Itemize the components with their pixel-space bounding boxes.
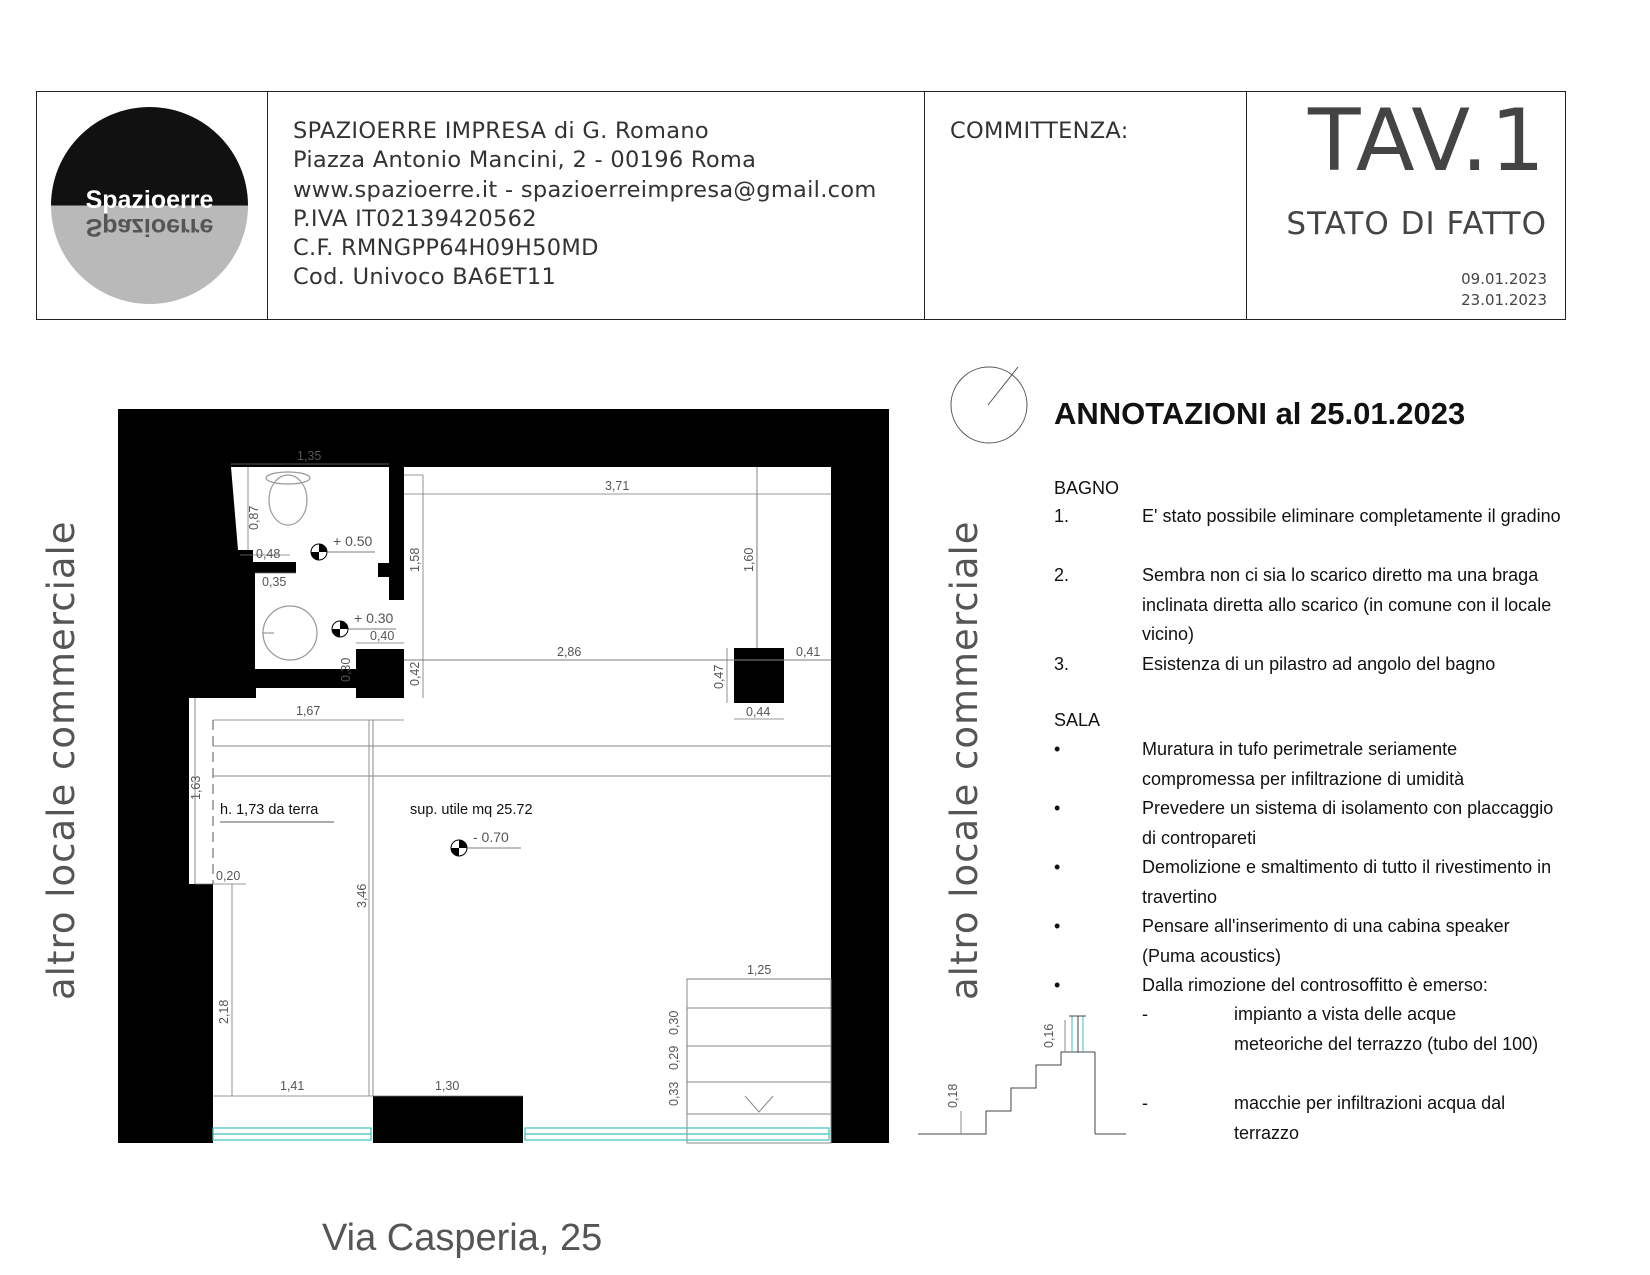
dimension-label: 1,25	[747, 963, 772, 977]
height-note: h. 1,73 da terra	[220, 802, 319, 818]
sheet-date: 09.01.2023	[1461, 270, 1547, 288]
dimension-label: 0,42	[408, 661, 422, 686]
dimension-label: 0,33	[667, 1081, 681, 1106]
list-marker: •	[1054, 798, 1061, 818]
dimension-label: 0,40	[370, 629, 395, 643]
list-text: Esistenza di un pilastro ad angolo del bagno	[1142, 654, 1496, 674]
sub-list-marker: -	[1142, 1093, 1148, 1113]
side-label-left: altro locale commerciale	[40, 520, 83, 1000]
area-note: sup. utile mq 25.72	[410, 802, 533, 818]
dimension-label: 1,35	[297, 449, 322, 463]
annotations-title: ANNOTAZIONI al 25.01.2023	[1054, 396, 1466, 431]
dimension-lines	[195, 464, 831, 1114]
section-heading-bagno: BAGNO	[1054, 478, 1120, 498]
interior-lines	[195, 467, 831, 1096]
dimension-label: 0,29	[667, 1045, 681, 1070]
column	[734, 648, 784, 703]
dimension-label: 0,41	[796, 645, 821, 659]
bath-door-stub	[378, 563, 392, 577]
dimension-label: 0,47	[712, 664, 726, 689]
sub-list-text: impianto a vista delle acque meteoriche del terrazzo (tubo del 100)	[1234, 1004, 1539, 1054]
logo-reflection: Spazioerre	[85, 213, 214, 241]
annotations-panel	[1054, 396, 1574, 1143]
stair-section-detail	[918, 1016, 1126, 1134]
list-text: Dalla rimozione del controsoffitto è emerso:	[1142, 975, 1488, 995]
company-address: Piazza Antonio Mancini, 2 - 00196 Roma	[293, 147, 757, 173]
dimension-label: 0,30	[339, 657, 353, 682]
company-name: SPAZIOERRE IMPRESA di G. Romano	[293, 118, 709, 144]
level-label: + 0.30	[354, 610, 394, 626]
list-marker: 1.	[1054, 506, 1070, 526]
dimension-label: 2,18	[217, 999, 231, 1024]
dimension-label: 1,67	[296, 704, 321, 718]
dimension-label: 0,16	[1042, 1023, 1056, 1048]
dimension-label: 2,86	[557, 645, 582, 659]
dimension-label: 1,41	[280, 1079, 305, 1093]
list-marker: 3.	[1054, 654, 1070, 674]
list-text: Muratura in tufo perimetrale seriamente compromessa per infiltrazione di umidità	[1142, 739, 1465, 789]
company-tax-code: C.F. RMNGPP64H09H50MD	[293, 235, 599, 261]
list-marker: •	[1054, 857, 1061, 877]
dimension-label: 0,18	[946, 1083, 960, 1108]
north-arrow-icon	[951, 367, 1027, 443]
company-vat: P.IVA IT02139420562	[293, 206, 537, 232]
dimension-label: 0,35	[262, 575, 287, 589]
dimension-label: 0,87	[247, 505, 261, 530]
list-text: Demolizione e smaltimento di tutto il rivestimento in travertino	[1142, 857, 1552, 907]
company-unique-code: Cod. Univoco BA6ET11	[293, 264, 557, 290]
dimension-label: 0,20	[216, 869, 241, 883]
bath-partition	[389, 467, 404, 600]
company-web-email: www.spazioerre.it - spazioerreimpresa@gmail.com	[293, 177, 877, 203]
list-text: Pensare all'inserimento di una cabina speaker (Puma acoustics)	[1142, 916, 1510, 966]
sheet-date: 23.01.2023	[1461, 291, 1547, 309]
side-label-right: altro locale commerciale	[943, 520, 986, 1000]
sub-list-text: macchie per infiltrazioni acqua dal terrazzo	[1234, 1093, 1506, 1143]
dimension-labels	[189, 449, 820, 1106]
level-label: - 0.70	[473, 829, 509, 845]
dimension-label: 3,71	[605, 479, 630, 493]
dimension-label: 0,30	[667, 1010, 681, 1035]
sub-list-marker: -	[1142, 1004, 1148, 1024]
list-marker: •	[1054, 739, 1061, 759]
level-label: + 0.50	[333, 533, 373, 549]
logo-text: Spazioerre	[85, 186, 214, 214]
dimension-label: 1,63	[189, 775, 203, 800]
list-marker: 2.	[1054, 565, 1070, 585]
bath-pillar	[356, 649, 404, 698]
list-text: Prevedere un sistema di isolamento con placcaggio di contropareti	[1142, 798, 1554, 848]
list-marker: •	[1054, 916, 1061, 936]
dimension-label: 1,60	[742, 547, 756, 572]
client-label: COMMITTENZA:	[950, 118, 1129, 144]
section-heading-sala: SALA	[1054, 710, 1101, 730]
dimension-label: 3,46	[355, 883, 369, 908]
list-text: E' stato possibile eliminare completamente il gradino	[1142, 506, 1561, 526]
sheet-number: TAV.1	[1308, 91, 1547, 191]
list-marker: •	[1054, 975, 1061, 995]
dimension-label: 0,44	[746, 705, 771, 719]
sheet-subtitle: STATO DI FATTO	[1286, 206, 1547, 242]
stairs	[687, 979, 831, 1143]
dimension-label: 1,58	[408, 547, 422, 572]
street-address: Via Casperia, 25	[322, 1217, 603, 1259]
dimension-label: 0,48	[256, 547, 281, 561]
dimension-label: 1,30	[435, 1079, 460, 1093]
list-text: Sembra non ci sia lo scarico diretto ma una braga inclinata diretta allo scarico (in comune con il locale vicino)	[1142, 565, 1552, 644]
